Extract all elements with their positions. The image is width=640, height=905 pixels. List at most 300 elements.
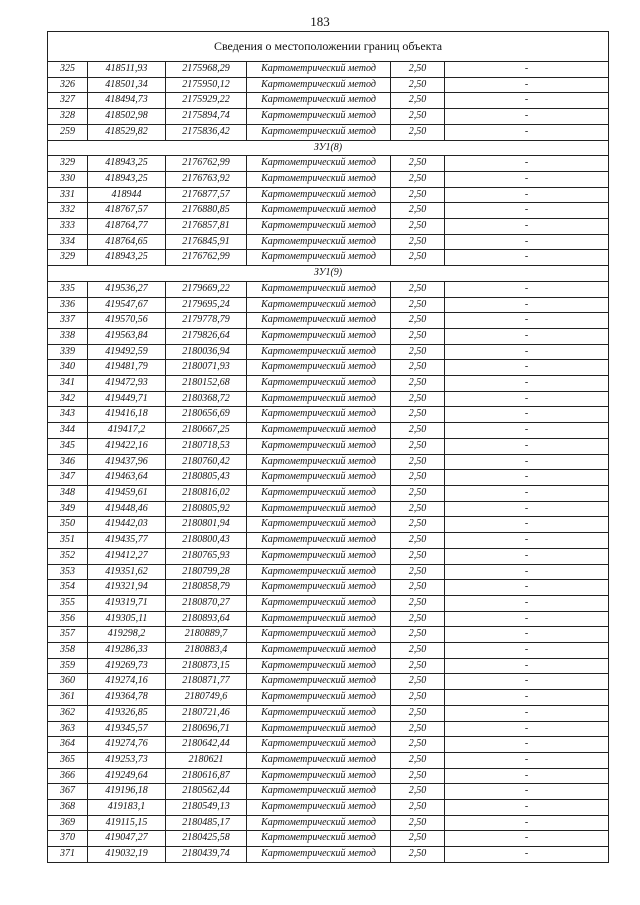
- table-row: [48, 438, 609, 454]
- accuracy-cell: 2,50: [391, 737, 445, 753]
- description-cell: -: [445, 627, 609, 643]
- y-coordinate-cell: 2180858,79: [166, 580, 247, 596]
- accuracy-cell: 2,50: [391, 360, 445, 376]
- description-cell: -: [445, 454, 609, 470]
- x-coordinate-cell: 419032,19: [88, 847, 166, 863]
- y-coordinate-cell: 2180549,13: [166, 800, 247, 816]
- description-cell: -: [445, 77, 609, 93]
- description-cell: -: [445, 501, 609, 517]
- method-cell: Картометрический метод: [247, 517, 391, 533]
- y-coordinate-cell: 2176762,99: [166, 156, 247, 172]
- description-cell: -: [445, 847, 609, 863]
- description-cell: -: [445, 438, 609, 454]
- y-coordinate-cell: 2180036,94: [166, 344, 247, 360]
- table-row: [48, 281, 609, 297]
- description-cell: -: [445, 485, 609, 501]
- point-number-cell: 348: [48, 485, 88, 501]
- point-number-cell: 351: [48, 533, 88, 549]
- point-number-cell: 356: [48, 611, 88, 627]
- description-cell: -: [445, 674, 609, 690]
- point-number-cell: 349: [48, 501, 88, 517]
- table-row: [48, 454, 609, 470]
- table-row: [48, 376, 609, 392]
- method-cell: Картометрический метод: [247, 297, 391, 313]
- point-number-cell: 327: [48, 93, 88, 109]
- accuracy-cell: 2,50: [391, 62, 445, 78]
- description-cell: -: [445, 124, 609, 140]
- accuracy-cell: 2,50: [391, 721, 445, 737]
- table-row: [48, 517, 609, 533]
- y-coordinate-cell: 2180893,64: [166, 611, 247, 627]
- accuracy-cell: 2,50: [391, 784, 445, 800]
- y-coordinate-cell: 2176877,57: [166, 187, 247, 203]
- table-row: [48, 690, 609, 706]
- y-coordinate-cell: 2180801,94: [166, 517, 247, 533]
- table-title-row: [48, 32, 609, 62]
- accuracy-cell: 2,50: [391, 847, 445, 863]
- description-cell: -: [445, 391, 609, 407]
- x-coordinate-cell: 419459,61: [88, 485, 166, 501]
- description-cell: -: [445, 328, 609, 344]
- point-number-cell: 366: [48, 768, 88, 784]
- description-cell: -: [445, 109, 609, 125]
- accuracy-cell: 2,50: [391, 643, 445, 659]
- accuracy-cell: 2,50: [391, 800, 445, 816]
- method-cell: Картометрический метод: [247, 109, 391, 125]
- accuracy-cell: 2,50: [391, 93, 445, 109]
- method-cell: Картометрический метод: [247, 815, 391, 831]
- y-coordinate-cell: 2180870,27: [166, 595, 247, 611]
- table-row: [48, 470, 609, 486]
- table-row: [48, 674, 609, 690]
- y-coordinate-cell: 2180696,71: [166, 721, 247, 737]
- accuracy-cell: 2,50: [391, 109, 445, 125]
- x-coordinate-cell: 419047,27: [88, 831, 166, 847]
- table-row: [48, 831, 609, 847]
- method-cell: Картометрический метод: [247, 485, 391, 501]
- y-coordinate-cell: 2180799,28: [166, 564, 247, 580]
- table-row: [48, 328, 609, 344]
- x-coordinate-cell: 419345,57: [88, 721, 166, 737]
- description-cell: -: [445, 313, 609, 329]
- description-cell: -: [445, 171, 609, 187]
- x-coordinate-cell: 419435,77: [88, 533, 166, 549]
- method-cell: Картометрический метод: [247, 705, 391, 721]
- point-number-cell: 343: [48, 407, 88, 423]
- point-number-cell: 326: [48, 77, 88, 93]
- table-row: [48, 344, 609, 360]
- description-cell: -: [445, 376, 609, 392]
- accuracy-cell: 2,50: [391, 281, 445, 297]
- accuracy-cell: 2,50: [391, 705, 445, 721]
- x-coordinate-cell: 419481,79: [88, 360, 166, 376]
- description-cell: -: [445, 800, 609, 816]
- description-cell: -: [445, 533, 609, 549]
- table-row: [48, 203, 609, 219]
- description-cell: -: [445, 407, 609, 423]
- y-coordinate-cell: 2175894,74: [166, 109, 247, 125]
- point-number-cell: 337: [48, 313, 88, 329]
- y-coordinate-cell: 2176763,92: [166, 171, 247, 187]
- x-coordinate-cell: 419269,73: [88, 658, 166, 674]
- table-row: [48, 595, 609, 611]
- method-cell: Картометрический метод: [247, 407, 391, 423]
- y-coordinate-cell: 2180721,46: [166, 705, 247, 721]
- y-coordinate-cell: 2180873,15: [166, 658, 247, 674]
- description-cell: -: [445, 62, 609, 78]
- method-cell: Картометрический метод: [247, 234, 391, 250]
- table-row: [48, 234, 609, 250]
- table-row: [48, 485, 609, 501]
- group-header-row: [48, 266, 609, 282]
- accuracy-cell: 2,50: [391, 501, 445, 517]
- x-coordinate-cell: 419448,46: [88, 501, 166, 517]
- table-row: [48, 250, 609, 266]
- accuracy-cell: 2,50: [391, 234, 445, 250]
- method-cell: Картометрический метод: [247, 219, 391, 235]
- point-number-cell: 328: [48, 109, 88, 125]
- x-coordinate-cell: 418767,57: [88, 203, 166, 219]
- point-number-cell: 338: [48, 328, 88, 344]
- y-coordinate-cell: 2176880,85: [166, 203, 247, 219]
- y-coordinate-cell: 2180642,44: [166, 737, 247, 753]
- y-coordinate-cell: 2180485,17: [166, 815, 247, 831]
- method-cell: Картометрический метод: [247, 611, 391, 627]
- description-cell: -: [445, 768, 609, 784]
- table-row: [48, 784, 609, 800]
- x-coordinate-cell: 419115,15: [88, 815, 166, 831]
- table-row: [48, 313, 609, 329]
- method-cell: Картометрический метод: [247, 328, 391, 344]
- description-cell: -: [445, 643, 609, 659]
- description-cell: -: [445, 517, 609, 533]
- y-coordinate-cell: 2180765,93: [166, 548, 247, 564]
- y-coordinate-cell: 2180749,6: [166, 690, 247, 706]
- x-coordinate-cell: 419253,73: [88, 752, 166, 768]
- accuracy-cell: 2,50: [391, 454, 445, 470]
- point-number-cell: 357: [48, 627, 88, 643]
- y-coordinate-cell: 2180805,43: [166, 470, 247, 486]
- accuracy-cell: 2,50: [391, 831, 445, 847]
- point-number-cell: 345: [48, 438, 88, 454]
- y-coordinate-cell: 2179695,24: [166, 297, 247, 313]
- x-coordinate-cell: 418944: [88, 187, 166, 203]
- x-coordinate-cell: 419412,27: [88, 548, 166, 564]
- table-row: [48, 391, 609, 407]
- accuracy-cell: 2,50: [391, 485, 445, 501]
- y-coordinate-cell: 2179826,64: [166, 328, 247, 344]
- accuracy-cell: 2,50: [391, 124, 445, 140]
- point-number-cell: 344: [48, 423, 88, 439]
- method-cell: Картометрический метод: [247, 595, 391, 611]
- accuracy-cell: 2,50: [391, 156, 445, 172]
- point-number-cell: 369: [48, 815, 88, 831]
- x-coordinate-cell: 419286,33: [88, 643, 166, 659]
- method-cell: Картометрический метод: [247, 62, 391, 78]
- table-row: [48, 533, 609, 549]
- table-row: [48, 109, 609, 125]
- accuracy-cell: 2,50: [391, 313, 445, 329]
- y-coordinate-cell: 2180562,44: [166, 784, 247, 800]
- y-coordinate-cell: 2175968,29: [166, 62, 247, 78]
- x-coordinate-cell: 419274,76: [88, 737, 166, 753]
- method-cell: Картометрический метод: [247, 501, 391, 517]
- description-cell: -: [445, 611, 609, 627]
- x-coordinate-cell: 419442,03: [88, 517, 166, 533]
- y-coordinate-cell: 2179669,22: [166, 281, 247, 297]
- y-coordinate-cell: 2176857,81: [166, 219, 247, 235]
- method-cell: Картометрический метод: [247, 313, 391, 329]
- table-row: [48, 77, 609, 93]
- y-coordinate-cell: 2180071,93: [166, 360, 247, 376]
- table-row: [48, 407, 609, 423]
- point-number-cell: 341: [48, 376, 88, 392]
- point-number-cell: 329: [48, 250, 88, 266]
- point-number-cell: 358: [48, 643, 88, 659]
- group-label: ЗУ1(8): [48, 140, 609, 156]
- method-cell: Картометрический метод: [247, 124, 391, 140]
- point-number-cell: 363: [48, 721, 88, 737]
- description-cell: -: [445, 234, 609, 250]
- method-cell: Картометрический метод: [247, 847, 391, 863]
- table-row: [48, 611, 609, 627]
- method-cell: Картометрический метод: [247, 690, 391, 706]
- point-number-cell: 259: [48, 124, 88, 140]
- y-coordinate-cell: 2180656,69: [166, 407, 247, 423]
- table-row: [48, 171, 609, 187]
- accuracy-cell: 2,50: [391, 768, 445, 784]
- method-cell: Картометрический метод: [247, 360, 391, 376]
- accuracy-cell: 2,50: [391, 407, 445, 423]
- y-coordinate-cell: 2180871,77: [166, 674, 247, 690]
- x-coordinate-cell: 418943,25: [88, 250, 166, 266]
- description-cell: -: [445, 737, 609, 753]
- accuracy-cell: 2,50: [391, 344, 445, 360]
- accuracy-cell: 2,50: [391, 658, 445, 674]
- table-title: Сведения о местоположении границ объекта: [48, 32, 609, 62]
- point-number-cell: 360: [48, 674, 88, 690]
- method-cell: Картометрический метод: [247, 281, 391, 297]
- description-cell: -: [445, 580, 609, 596]
- x-coordinate-cell: 419321,94: [88, 580, 166, 596]
- point-number-cell: 355: [48, 595, 88, 611]
- point-number-cell: 371: [48, 847, 88, 863]
- x-coordinate-cell: 418529,82: [88, 124, 166, 140]
- x-coordinate-cell: 419416,18: [88, 407, 166, 423]
- table-row: [48, 564, 609, 580]
- accuracy-cell: 2,50: [391, 548, 445, 564]
- y-coordinate-cell: 2180718,53: [166, 438, 247, 454]
- table-row: [48, 360, 609, 376]
- method-cell: Картометрический метод: [247, 454, 391, 470]
- page-number: 183: [310, 14, 330, 29]
- x-coordinate-cell: 419536,27: [88, 281, 166, 297]
- table-row: [48, 737, 609, 753]
- point-number-cell: 340: [48, 360, 88, 376]
- description-cell: -: [445, 721, 609, 737]
- point-number-cell: 350: [48, 517, 88, 533]
- table-row: [48, 187, 609, 203]
- point-number-cell: 325: [48, 62, 88, 78]
- point-number-cell: 334: [48, 234, 88, 250]
- x-coordinate-cell: 419547,67: [88, 297, 166, 313]
- x-coordinate-cell: 419274,16: [88, 674, 166, 690]
- x-coordinate-cell: 419437,96: [88, 454, 166, 470]
- method-cell: Картометрический метод: [247, 643, 391, 659]
- point-number-cell: 335: [48, 281, 88, 297]
- point-number-cell: 364: [48, 737, 88, 753]
- point-number-cell: 367: [48, 784, 88, 800]
- accuracy-cell: 2,50: [391, 297, 445, 313]
- method-cell: Картометрический метод: [247, 658, 391, 674]
- accuracy-cell: 2,50: [391, 171, 445, 187]
- x-coordinate-cell: 419364,78: [88, 690, 166, 706]
- y-coordinate-cell: 2175950,12: [166, 77, 247, 93]
- point-number-cell: 359: [48, 658, 88, 674]
- table-row: [48, 627, 609, 643]
- accuracy-cell: 2,50: [391, 203, 445, 219]
- group-label: ЗУ1(9): [48, 266, 609, 282]
- method-cell: Картометрический метод: [247, 533, 391, 549]
- method-cell: Картометрический метод: [247, 752, 391, 768]
- table-row: [48, 580, 609, 596]
- method-cell: Картометрический метод: [247, 93, 391, 109]
- description-cell: -: [445, 423, 609, 439]
- x-coordinate-cell: 419449,71: [88, 391, 166, 407]
- method-cell: Картометрический метод: [247, 250, 391, 266]
- description-cell: -: [445, 564, 609, 580]
- description-cell: -: [445, 219, 609, 235]
- y-coordinate-cell: 2180616,87: [166, 768, 247, 784]
- table-row: [48, 501, 609, 517]
- y-coordinate-cell: 2180621: [166, 752, 247, 768]
- description-cell: -: [445, 595, 609, 611]
- x-coordinate-cell: 419472,93: [88, 376, 166, 392]
- point-number-cell: 368: [48, 800, 88, 816]
- description-cell: -: [445, 658, 609, 674]
- x-coordinate-cell: 419417,2: [88, 423, 166, 439]
- accuracy-cell: 2,50: [391, 219, 445, 235]
- point-number-cell: 329: [48, 156, 88, 172]
- table-row: [48, 643, 609, 659]
- x-coordinate-cell: 419563,84: [88, 328, 166, 344]
- method-cell: Картометрический метод: [247, 376, 391, 392]
- point-number-cell: 352: [48, 548, 88, 564]
- y-coordinate-cell: 2180760,42: [166, 454, 247, 470]
- method-cell: Картометрический метод: [247, 438, 391, 454]
- method-cell: Картометрический метод: [247, 203, 391, 219]
- x-coordinate-cell: 419492,59: [88, 344, 166, 360]
- y-coordinate-cell: 2180439,74: [166, 847, 247, 863]
- point-number-cell: 330: [48, 171, 88, 187]
- x-coordinate-cell: 418502,98: [88, 109, 166, 125]
- description-cell: -: [445, 297, 609, 313]
- table-row: [48, 815, 609, 831]
- boundary-coordinates-table: [47, 31, 609, 863]
- table-row: [48, 800, 609, 816]
- accuracy-cell: 2,50: [391, 690, 445, 706]
- description-cell: -: [445, 690, 609, 706]
- accuracy-cell: 2,50: [391, 595, 445, 611]
- description-cell: -: [445, 281, 609, 297]
- point-number-cell: 365: [48, 752, 88, 768]
- accuracy-cell: 2,50: [391, 328, 445, 344]
- table-row: [48, 752, 609, 768]
- method-cell: Картометрический метод: [247, 548, 391, 564]
- method-cell: Картометрический метод: [247, 156, 391, 172]
- description-cell: -: [445, 250, 609, 266]
- description-cell: -: [445, 548, 609, 564]
- point-number-cell: 354: [48, 580, 88, 596]
- x-coordinate-cell: 419351,62: [88, 564, 166, 580]
- x-coordinate-cell: 419183,1: [88, 800, 166, 816]
- table-row: [48, 423, 609, 439]
- table-row: [48, 62, 609, 78]
- y-coordinate-cell: 2180368,72: [166, 391, 247, 407]
- y-coordinate-cell: 2180800,43: [166, 533, 247, 549]
- accuracy-cell: 2,50: [391, 564, 445, 580]
- table-row: [48, 658, 609, 674]
- y-coordinate-cell: 2180152,68: [166, 376, 247, 392]
- method-cell: Картометрический метод: [247, 344, 391, 360]
- x-coordinate-cell: 418511,93: [88, 62, 166, 78]
- x-coordinate-cell: 419249,64: [88, 768, 166, 784]
- x-coordinate-cell: 418501,34: [88, 77, 166, 93]
- x-coordinate-cell: 419326,85: [88, 705, 166, 721]
- accuracy-cell: 2,50: [391, 470, 445, 486]
- point-number-cell: 342: [48, 391, 88, 407]
- x-coordinate-cell: 419196,18: [88, 784, 166, 800]
- accuracy-cell: 2,50: [391, 752, 445, 768]
- method-cell: Картометрический метод: [247, 737, 391, 753]
- accuracy-cell: 2,50: [391, 376, 445, 392]
- description-cell: -: [445, 815, 609, 831]
- method-cell: Картометрический метод: [247, 470, 391, 486]
- description-cell: -: [445, 360, 609, 376]
- method-cell: Картометрический метод: [247, 171, 391, 187]
- y-coordinate-cell: 2175929,22: [166, 93, 247, 109]
- table-row: [48, 93, 609, 109]
- point-number-cell: 370: [48, 831, 88, 847]
- table-row: [48, 219, 609, 235]
- accuracy-cell: 2,50: [391, 250, 445, 266]
- description-cell: -: [445, 831, 609, 847]
- method-cell: Картометрический метод: [247, 423, 391, 439]
- table-row: [48, 721, 609, 737]
- y-coordinate-cell: 2176845,91: [166, 234, 247, 250]
- description-cell: -: [445, 705, 609, 721]
- x-coordinate-cell: 419422,16: [88, 438, 166, 454]
- x-coordinate-cell: 418494,73: [88, 93, 166, 109]
- y-coordinate-cell: 2180425,58: [166, 831, 247, 847]
- accuracy-cell: 2,50: [391, 438, 445, 454]
- y-coordinate-cell: 2175836,42: [166, 124, 247, 140]
- method-cell: Картометрический метод: [247, 784, 391, 800]
- x-coordinate-cell: 419305,11: [88, 611, 166, 627]
- x-coordinate-cell: 419570,56: [88, 313, 166, 329]
- accuracy-cell: 2,50: [391, 517, 445, 533]
- x-coordinate-cell: 418764,77: [88, 219, 166, 235]
- y-coordinate-cell: 2176762,99: [166, 250, 247, 266]
- group-header-row: [48, 140, 609, 156]
- description-cell: -: [445, 93, 609, 109]
- accuracy-cell: 2,50: [391, 627, 445, 643]
- point-number-cell: 362: [48, 705, 88, 721]
- table-row: [48, 297, 609, 313]
- description-cell: -: [445, 784, 609, 800]
- point-number-cell: 333: [48, 219, 88, 235]
- description-cell: -: [445, 344, 609, 360]
